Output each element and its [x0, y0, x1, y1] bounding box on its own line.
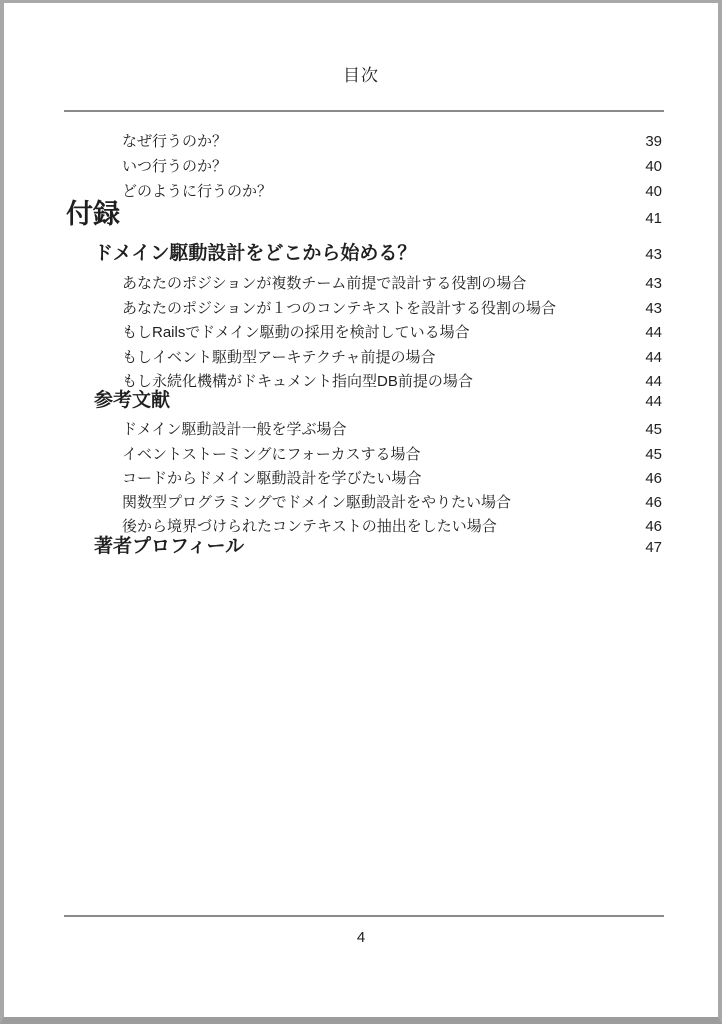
- toc-entry[interactable]: [66, 517, 662, 537]
- toc-entry-label: もしRailsでドメイン駆動の採用を検討している場合: [122, 324, 470, 341]
- toc-entry-page: 44: [645, 373, 662, 390]
- toc-entry-page: 44: [645, 393, 662, 410]
- toc-entry-page: 47: [645, 539, 662, 556]
- toc-entry-label: あなたのポジションが１つのコンテキストを設計する役割の場合: [122, 300, 557, 317]
- toc-entry-label: コードからドメイン駆動設計を学びたい場合: [122, 470, 422, 487]
- toc-entry-label: どのように行うのか？: [122, 183, 273, 200]
- toc-entry[interactable]: [66, 132, 662, 152]
- toc-entry[interactable]: [66, 274, 662, 294]
- toc-entry[interactable]: [66, 372, 662, 392]
- header-rule: [64, 110, 664, 112]
- toc-entry-page: 39: [645, 133, 662, 150]
- toc-entry-label: もし永続化機構がドキュメント指向型DB前提の場合: [122, 373, 473, 390]
- page-title: 目次: [343, 66, 379, 85]
- toc-entry[interactable]: [66, 445, 662, 465]
- toc-entry-page: 43: [645, 275, 662, 292]
- toc-entry[interactable]: [66, 390, 662, 413]
- toc-entry-page: 45: [645, 446, 662, 463]
- toc-entry-page: 45: [645, 421, 662, 438]
- toc-entry[interactable]: [66, 469, 662, 489]
- toc-entry-label: ドメイン駆動設計一般を学ぶ場合: [122, 421, 347, 438]
- toc-entry-label: イベントストーミングにフォーカスする場合: [122, 446, 421, 463]
- toc-entry-page: 43: [645, 246, 662, 263]
- toc-entry-page: 46: [645, 470, 662, 487]
- toc-entry[interactable]: [66, 536, 662, 559]
- toc-entry-page: 40: [645, 158, 662, 175]
- toc-entry-label: あなたのポジションが複数チーム前提で設計する役割の場合: [122, 275, 527, 292]
- toc-entry[interactable]: [66, 323, 662, 343]
- toc-entry-page: 41: [645, 210, 662, 227]
- toc-entry-page: 46: [645, 494, 662, 511]
- footer-page-number: 4: [356, 929, 366, 946]
- toc-entry[interactable]: [66, 199, 662, 230]
- toc-entry[interactable]: [66, 420, 662, 440]
- toc-entry-label: 関数型プログラミングでドメイン駆動設計をやりたい場合: [122, 494, 511, 511]
- toc-entry-page: 44: [645, 349, 662, 366]
- footer-rule: [64, 915, 664, 917]
- toc-entry[interactable]: [66, 243, 662, 266]
- toc-entry[interactable]: [66, 157, 662, 177]
- toc-entry-label: なぜ行うのか？: [122, 133, 228, 150]
- toc-entry-page: 43: [645, 300, 662, 317]
- toc-entry-label: 後から境界づけられたコンテキストの抽出をしたい場合: [122, 518, 497, 535]
- toc-entry-page: 44: [645, 324, 662, 341]
- toc-entry-label: いつ行うのか？: [122, 158, 228, 175]
- toc-entry-label: 著者プロフィール: [94, 536, 245, 557]
- toc-entry[interactable]: [66, 348, 662, 368]
- toc-entry-label: 付録: [66, 199, 120, 229]
- toc-entry-label: ドメイン駆動設計をどこから始める？: [94, 243, 417, 264]
- toc-entry-page: 46: [645, 518, 662, 535]
- toc-entry[interactable]: [66, 299, 662, 319]
- toc-entry-label: もしイベント駆動型アーキテクチャ前提の場合: [122, 349, 436, 366]
- toc-entry[interactable]: [66, 493, 662, 513]
- toc-entry-label: 参考文献: [94, 390, 171, 411]
- toc-entry-page: 40: [645, 183, 662, 200]
